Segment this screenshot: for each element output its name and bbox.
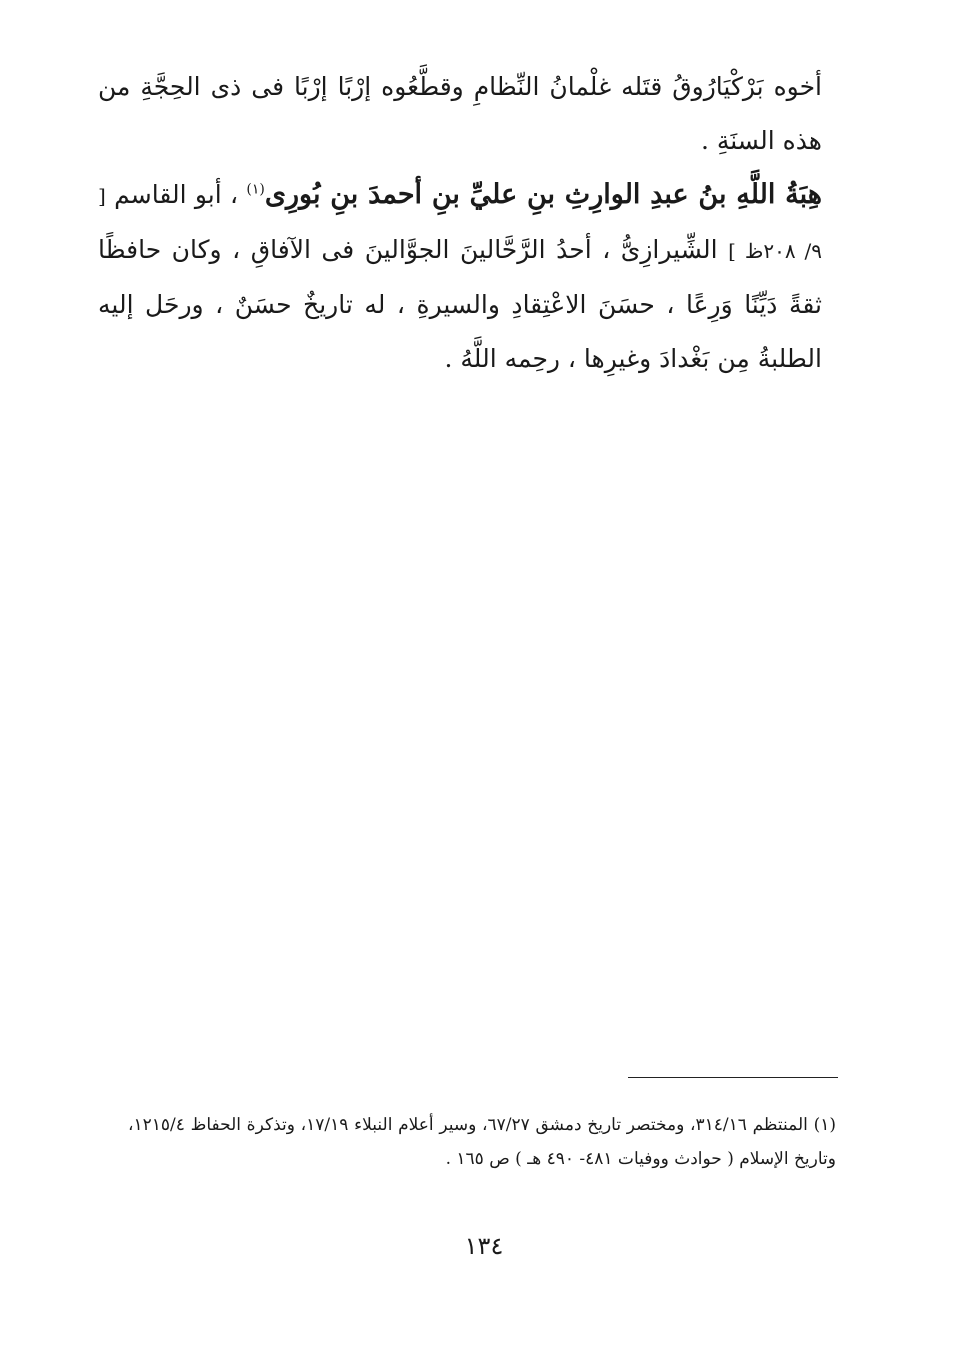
page-number: ١٣٤ bbox=[464, 1232, 504, 1260]
footnote-reference[interactable]: (١) bbox=[246, 181, 265, 198]
footnote-marker: (١) bbox=[813, 1115, 837, 1135]
footnotes-section bbox=[128, 1108, 836, 1176]
footnote-text: المنتظم ٣١٤/١٦، ومختصر تاريخ دمشق ٦٧/٢٧، وسير أعلام النبلاء ١٧/١٩، وتذكرة الحفاظ ١٢١٥/٤، وتاريخ الإسلام ( حوادث ووفيات ٤٨١- ٤٩٠ هـ ) ص ١٦٥ . bbox=[128, 1115, 836, 1169]
main-text bbox=[98, 60, 822, 386]
footnote-separator bbox=[628, 1077, 838, 1078]
entry-kunya: ، أبو القاسم bbox=[114, 180, 239, 209]
manuscript-folio-marker: [ ٩/ ٢٠٨ظ ] bbox=[98, 184, 822, 263]
entry-body: الشِّيرازِىُّ ، أحدُ الرَّحَّالينَ الجوَّالينَ فى الآفاقِ ، وكان حافظًا ثقةً دَيِّنًا وَرِعًا ، حسَنَ الاعْتِقادِ والسيرةِ ، له تاريخٌ حسَنٌ ، ورحَل إليه الطلبةُ مِن بَغْدادَ وغيرِها ، رحِمه اللَّهُ . bbox=[98, 235, 822, 373]
entry-name: هِبَةُ اللَّهِ بنُ عبدِ الوارِثِ بنِ عليِّ بنِ أحمدَ بنِ بُورِى bbox=[264, 179, 822, 210]
continuation-paragraph: أخوه بَرْكْيَارُوقُ قتَله غلْمانُ النِّظامِ وقطَّعُوه إرْبًا إرْبًا فى ذى الحِجَّةِ من هذه السنَةِ . bbox=[98, 72, 822, 155]
biography-entry bbox=[98, 168, 822, 386]
footnote-item bbox=[128, 1108, 836, 1176]
